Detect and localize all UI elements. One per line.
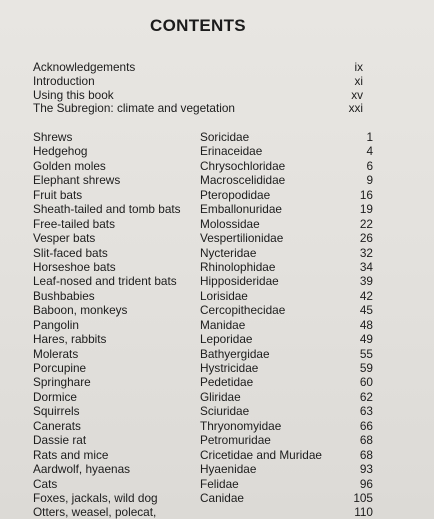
common-name: Bushbabies (33, 288, 95, 303)
common-name: Foxes, jackals, wild dog (33, 490, 158, 505)
page-number: 110 (354, 505, 373, 519)
family-name: Cercopithecidae (200, 303, 286, 318)
chapter-row (33, 303, 373, 317)
common-name: Cats (33, 476, 58, 491)
family-name: Molossidae (200, 216, 260, 231)
family-name: Macroscelididae (200, 173, 286, 188)
common-name: Rats and mice (33, 447, 109, 462)
family-name: Bathyergidae (200, 346, 270, 361)
family-name: Thryonomyidae (200, 418, 282, 433)
common-name: Sheath-tailed and tomb bats (33, 202, 181, 217)
page-number: 26 (359, 231, 373, 246)
chapter-row (33, 202, 373, 216)
family-name: Rhinolophidae (200, 259, 276, 274)
common-name: Squirrels (33, 404, 80, 419)
chapter-row (33, 144, 373, 158)
chapter-row (33, 462, 373, 476)
front-matter-row (33, 61, 363, 75)
chapter-row (33, 188, 373, 202)
page-number: 39 (359, 274, 373, 289)
front-matter-label: Using this book (33, 87, 114, 102)
chapter-row (33, 231, 373, 245)
family-name: Lorisidae (200, 288, 248, 303)
page-number: 105 (353, 490, 373, 505)
chapter-list (33, 130, 373, 519)
chapter-row (33, 505, 373, 519)
chapter-row (33, 332, 373, 346)
chapter-row (33, 130, 373, 144)
common-name: Dassie rat (33, 433, 87, 448)
page-number: 9 (366, 173, 373, 188)
page-number: 48 (359, 317, 373, 332)
family-name: Cricetidae and Muridae (200, 447, 322, 462)
front-matter-label: Acknowledgements (33, 60, 136, 74)
front-matter-page: xv (351, 87, 363, 102)
page-number: 68 (359, 447, 373, 462)
chapter-row (33, 246, 373, 260)
front-matter-page: xxi (348, 101, 363, 116)
page-number: 49 (359, 332, 373, 347)
common-name: Springhare (33, 375, 91, 390)
front-matter-row (33, 102, 363, 116)
page-number: 59 (359, 361, 373, 375)
page-number: 68 (359, 433, 373, 448)
common-name: Shrews (33, 130, 73, 144)
common-name: Vesper bats (33, 231, 96, 246)
page-number: 1 (366, 130, 373, 144)
page-number: 34 (359, 259, 373, 274)
chapter-row (33, 274, 373, 288)
chapter-row (33, 289, 373, 303)
page-number: 4 (366, 144, 373, 159)
common-name: Aardwolf, hyaenas (33, 462, 131, 477)
common-name: Elephant shrews (33, 173, 121, 188)
family-name: Hyaenidae (200, 462, 257, 477)
family-name: Petromuridae (200, 433, 271, 448)
chapter-row (33, 260, 373, 274)
chapter-row (33, 404, 373, 418)
chapter-row (33, 433, 373, 447)
family-name: Gliridae (200, 389, 241, 404)
page-number: 93 (359, 462, 373, 477)
common-name: Baboon, monkeys (33, 303, 128, 318)
family-name: Sciuridae (200, 404, 250, 419)
family-name: Nycteridae (200, 245, 257, 260)
common-name: Leaf-nosed and trident bats (33, 274, 177, 289)
front-matter-row (33, 75, 363, 89)
page-number: 16 (359, 187, 373, 202)
chapter-row (33, 318, 373, 332)
page-number: 60 (359, 375, 373, 390)
family-name: Vespertilionidae (200, 231, 284, 246)
page-number: 22 (359, 216, 373, 231)
chapter-row (33, 448, 373, 462)
front-matter-list (33, 61, 363, 116)
front-matter-page: ix (354, 60, 363, 74)
family-name: Leporidae (200, 332, 253, 347)
page-number: 32 (359, 245, 373, 260)
chapter-row (33, 375, 373, 389)
page-number: 42 (359, 288, 373, 303)
page-title: CONTENTS (150, 16, 246, 35)
common-name: Otters, weasel, polecat, (33, 505, 157, 519)
family-name: Hystricidae (200, 361, 259, 375)
front-matter-label: Introduction (33, 73, 95, 88)
chapter-row (33, 477, 373, 491)
chapter-row (33, 390, 373, 404)
page-number: 62 (359, 389, 373, 404)
common-name: Hedgehog (33, 144, 88, 159)
common-name: Horseshoe bats (33, 259, 116, 274)
family-name: Emballonuridae (200, 202, 282, 217)
common-name: Dormice (33, 389, 77, 404)
chapter-row (33, 419, 373, 433)
common-name: Pangolin (33, 317, 79, 332)
chapter-row (33, 491, 373, 505)
common-name: Canerats (33, 418, 81, 433)
family-name: Soricidae (200, 130, 250, 144)
front-matter-page: xi (354, 73, 363, 88)
family-name: Hipposideridae (200, 274, 279, 289)
chapter-row (33, 347, 373, 361)
page-number: 45 (359, 303, 373, 318)
common-name: Molerats (33, 346, 79, 361)
common-name: Hares, rabbits (33, 332, 107, 347)
page-number: 66 (359, 418, 373, 433)
family-name: Pteropodidae (200, 187, 271, 202)
chapter-row (33, 159, 373, 173)
front-matter-row (33, 89, 363, 103)
page-number: 6 (366, 158, 373, 173)
common-name: Slit-faced bats (33, 245, 108, 260)
chapter-row (33, 217, 373, 231)
page-number: 19 (359, 202, 373, 217)
common-name: Fruit bats (33, 187, 83, 202)
common-name: Golden moles (33, 158, 106, 173)
family-name: Canidae (200, 490, 244, 505)
common-name: Porcupine (33, 361, 87, 375)
page-number: 55 (359, 346, 373, 361)
chapter-row (33, 173, 373, 187)
family-name: Pedetidae (200, 375, 254, 390)
page-number: 96 (359, 476, 373, 491)
family-name: Chrysochloridae (200, 158, 286, 173)
family-name: Manidae (200, 317, 246, 332)
front-matter-label: The Subregion: climate and vegetation (33, 101, 235, 116)
common-name: Free-tailed bats (33, 216, 115, 231)
page-number: 63 (359, 404, 373, 419)
family-name: Erinaceidae (200, 144, 263, 159)
chapter-row (33, 361, 373, 375)
family-name: Felidae (200, 476, 239, 491)
